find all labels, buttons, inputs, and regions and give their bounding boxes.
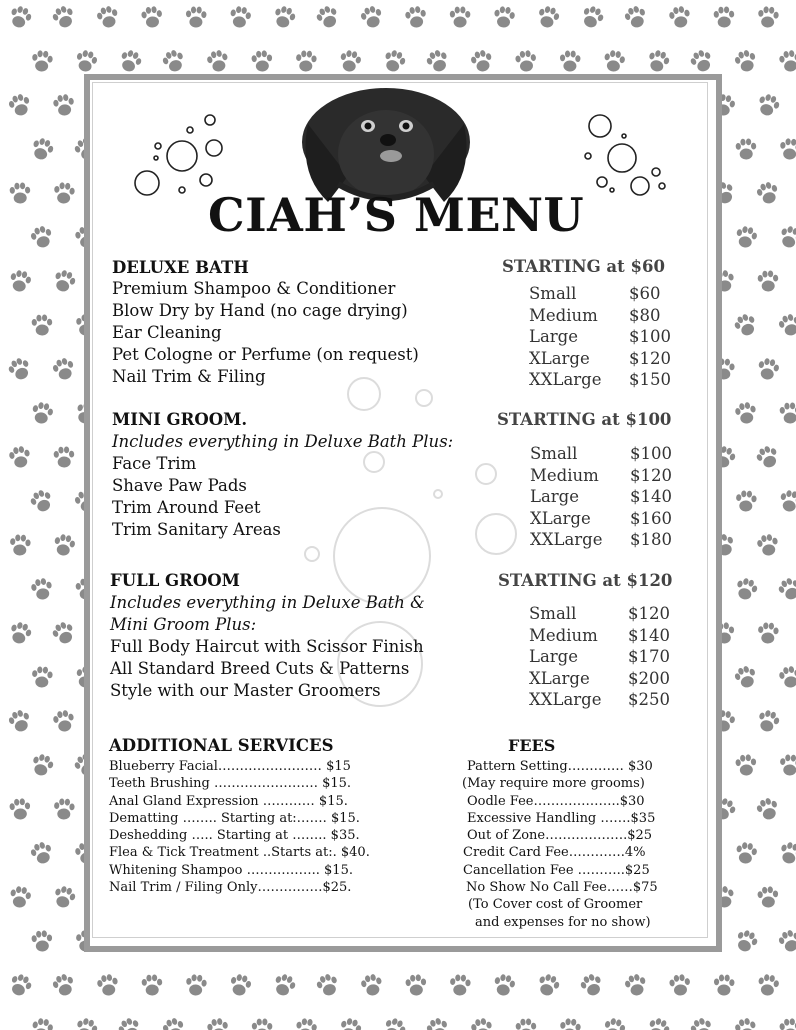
size-row: XLarge $200 (529, 668, 670, 688)
additional-services-list (109, 758, 370, 896)
paw-print-icon (381, 1016, 408, 1030)
list-item: Cancellation Fee ………..$25 (463, 862, 650, 878)
paw-print-icon (668, 5, 692, 29)
paw-print-icon (29, 224, 55, 250)
paw-print-icon (756, 357, 780, 381)
paw-print-icon (602, 1017, 627, 1030)
paw-print-icon (449, 974, 471, 996)
paw-print-icon (757, 270, 779, 292)
paw-print-icon (9, 885, 33, 909)
paw-print-icon (778, 49, 796, 73)
paw-print-icon (779, 138, 796, 161)
paw-print-icon (755, 796, 781, 822)
paw-print-icon (31, 666, 53, 688)
paw-print-icon (756, 708, 782, 734)
paw-print-icon (623, 4, 649, 30)
paw-print-icon (757, 973, 781, 997)
paw-print-icon (53, 446, 75, 468)
mini-groom-size-table (530, 443, 672, 551)
paw-print-icon (734, 576, 760, 602)
paw-print-icon (53, 798, 75, 820)
list-item: Premium Shampoo & Conditioner (112, 279, 396, 298)
list-item: Out of Zone……………….$25 (467, 828, 653, 844)
paw-print-icon (53, 182, 75, 205)
paw-print-icon (425, 1016, 451, 1030)
paw-print-icon (646, 48, 672, 74)
paw-print-icon (206, 1017, 230, 1030)
size-row: Large $170 (529, 647, 670, 666)
list-item: Anal Gland Expression ………… $15. (109, 793, 348, 809)
paw-print-icon (29, 840, 55, 866)
paw-print-icon (141, 5, 164, 28)
size-row: XLarge $160 (530, 508, 672, 528)
paw-print-icon (493, 5, 516, 28)
paw-print-icon (734, 401, 758, 425)
paw-print-icon (405, 974, 427, 997)
paw-print-icon (50, 3, 77, 30)
paw-print-icon (30, 577, 54, 601)
paw-print-icon (141, 974, 163, 996)
paw-print-icon (778, 489, 796, 513)
deluxe-bath-price-heading: STARTING at $60 (502, 257, 665, 276)
paw-print-icon (8, 445, 32, 469)
paw-print-icon (29, 136, 55, 162)
paw-print-icon (295, 1017, 318, 1030)
paw-print-icon (779, 1018, 796, 1030)
paw-print-icon (6, 355, 33, 383)
paw-print-icon (31, 930, 53, 953)
full-groom-intro: Includes everything in Deluxe Bath & Mini Groom Plus: (110, 593, 425, 634)
paw-print-icon (779, 402, 796, 424)
paw-print-icon (51, 356, 77, 382)
list-item: All Standard Breed Cuts & Patterns (110, 659, 410, 678)
paw-print-icon (757, 622, 779, 644)
paw-print-icon (251, 50, 273, 73)
full-groom-size-table (529, 603, 670, 711)
paw-print-icon (777, 224, 796, 250)
paw-print-icon (515, 1018, 537, 1030)
paw-print-icon (52, 93, 76, 117)
deluxe-bath-size-table (529, 283, 671, 391)
list-item: (To Cover cost of Groomer (468, 897, 643, 913)
paw-print-icon (359, 4, 385, 30)
list-item: Ear Cleaning (112, 323, 222, 342)
paw-print-icon (777, 312, 796, 338)
size-row: Medium $140 (529, 625, 670, 645)
list-item: Trim Around Feet (112, 498, 261, 517)
list-item: Face Trim (112, 454, 197, 473)
paw-print-icon (206, 49, 231, 74)
paw-print-icon (229, 5, 253, 29)
mini-groom-intro: Includes everything in Deluxe Bath Plus: (112, 432, 454, 451)
list-item: Nail Trim & Filing (112, 367, 266, 386)
list-item: Dematting …….. Starting at:……. $15. (109, 810, 360, 826)
paw-print-icon (95, 4, 120, 29)
list-item: Full Body Haircut with Scissor Finish (110, 637, 424, 656)
paw-print-icon (777, 928, 796, 954)
paw-print-icon (51, 972, 77, 998)
size-row: Large $140 (530, 487, 672, 506)
paw-print-icon (52, 884, 78, 910)
list-item: Blueberry Facial…………………… $15 (109, 759, 351, 774)
paw-print-icon (734, 225, 758, 249)
paw-print-icon (688, 47, 715, 75)
paw-print-icon (688, 1016, 715, 1030)
paw-print-icon (30, 401, 54, 425)
paw-print-icon (7, 708, 33, 734)
full-groom-heading: FULL GROOM (110, 571, 240, 590)
paw-print-icon (579, 4, 606, 31)
size-row: Medium $80 (529, 305, 661, 325)
paw-print-icon (603, 49, 627, 73)
paw-print-icon (735, 754, 757, 777)
list-item: Deshedding ….. Starting at …….. $35. (109, 828, 360, 844)
mini-groom-heading: MINI GROOM. (112, 410, 248, 429)
paw-print-icon (185, 974, 207, 997)
paw-print-icon (160, 48, 187, 75)
paw-print-icon (50, 619, 77, 647)
paw-print-icon (31, 50, 53, 73)
paw-print-icon (450, 6, 471, 27)
paw-print-icon (360, 973, 385, 998)
paw-print-icon (252, 1018, 273, 1030)
paw-print-icon (776, 575, 796, 603)
paw-print-icon (30, 752, 56, 778)
size-row: XXLarge $250 (529, 690, 670, 709)
additional-services-heading: ADDITIONAL SERVICES (109, 736, 334, 755)
paw-print-icon (560, 50, 581, 71)
paw-print-icon (96, 973, 120, 997)
size-row: XXLarge $150 (529, 370, 671, 389)
paw-print-icon (228, 973, 253, 998)
paw-print-icon (559, 1018, 581, 1030)
list-item: No Show No Call Fee……$75 (466, 880, 658, 896)
paw-print-icon (8, 620, 34, 646)
list-item: Shave Paw Pads (112, 476, 247, 495)
paw-print-icon (52, 709, 76, 733)
paw-print-icon (669, 973, 692, 996)
paw-print-icon (74, 49, 99, 74)
paw-print-icon (732, 311, 759, 339)
paw-print-icon (7, 92, 33, 118)
paw-print-icon (733, 928, 760, 955)
size-row: Small $100 (530, 444, 672, 463)
paw-print-icon (623, 972, 648, 997)
paw-print-icon (645, 1016, 672, 1030)
list-item: Oodle Fee………………..$30 (467, 793, 645, 809)
paw-print-icon (161, 1016, 187, 1030)
paw-print-icon (338, 1016, 363, 1030)
paw-print-icon (735, 138, 757, 160)
paw-print-icon (757, 6, 779, 29)
menu-title: CIAH’S MENU (208, 188, 585, 242)
paw-print-icon (778, 840, 796, 866)
fees-heading: FEES (508, 736, 556, 755)
paw-print-icon (52, 533, 76, 557)
paw-print-icon (271, 972, 298, 999)
list-item: Flea & Tick Treatment ..Starts at:. $40. (109, 845, 370, 861)
paw-print-icon (424, 47, 451, 74)
bubbles-right-icon (582, 112, 672, 200)
list-item: (May require more grooms) (462, 776, 645, 792)
paw-print-icon (755, 92, 781, 118)
paw-print-icon (31, 314, 53, 336)
paw-print-icon (469, 48, 494, 73)
deluxe-bath-items (112, 278, 419, 388)
full-groom-items (110, 636, 424, 702)
paw-print-icon (515, 49, 538, 72)
list-item: Blow Dry by Hand (no cage drying) (112, 301, 408, 320)
paw-print-icon (714, 974, 735, 995)
paw-print-icon (117, 48, 144, 75)
full-groom-price-heading: STARTING at $120 (498, 571, 673, 590)
paw-print-icon (779, 754, 796, 776)
paw-print-icon (314, 3, 341, 31)
paw-print-icon (735, 841, 759, 865)
size-row: Small $120 (529, 604, 670, 623)
paw-print-icon (734, 1017, 759, 1030)
paw-print-icon (314, 972, 341, 999)
size-row: Small $60 (529, 284, 661, 303)
size-row: XXLarge $180 (530, 530, 672, 549)
list-item: Nail Trim / Filing Only……………$25. (109, 880, 352, 896)
list-item: Style with our Master Groomers (110, 681, 381, 700)
paw-print-icon (735, 490, 757, 512)
paw-print-icon (733, 48, 759, 74)
paw-print-icon (8, 269, 32, 293)
deluxe-bath-heading: DELUXE BATH (112, 258, 249, 277)
list-item: Excessive Handling …….$35 (467, 810, 656, 826)
paw-print-icon (713, 6, 735, 28)
paw-print-icon (733, 664, 759, 690)
list-item: and expenses for no show) (475, 914, 651, 930)
paw-print-icon (7, 972, 34, 999)
list-item: Credit Card Fee………….4% (463, 845, 646, 861)
paw-print-icon (535, 972, 561, 998)
list-item: Teeth Brushing …………………… $15. (109, 776, 352, 792)
list-item: Trim Sanitary Areas (112, 520, 281, 539)
paw-print-icon (7, 4, 33, 30)
size-row: XLarge $120 (529, 348, 671, 368)
paw-print-icon (9, 534, 31, 556)
paw-print-icon (404, 5, 428, 29)
mini-groom-price-heading: STARTING at $100 (497, 410, 672, 429)
paw-print-icon (9, 798, 31, 821)
paw-print-icon (756, 533, 780, 557)
paw-print-icon (754, 443, 781, 471)
paw-print-icon (295, 50, 317, 72)
size-row: Large $100 (529, 327, 671, 346)
paw-print-icon (470, 1017, 494, 1030)
list-item: Whitening Shampoo …………….. $15. (109, 862, 353, 878)
size-row: Medium $120 (530, 465, 672, 485)
paw-print-icon (755, 180, 781, 206)
paw-print-icon (778, 665, 796, 689)
paw-print-icon (9, 182, 31, 204)
mini-groom-items (112, 453, 281, 541)
paw-print-icon (51, 268, 77, 294)
paw-print-icon (757, 886, 779, 909)
paw-print-icon (186, 6, 207, 27)
paw-print-icon (116, 1015, 143, 1030)
paw-print-icon (74, 1016, 100, 1030)
paw-print-icon (381, 48, 407, 74)
list-item: Pet Cologne or Perfume (on request) (112, 345, 419, 364)
paw-print-icon (536, 4, 561, 29)
paw-print-icon (578, 971, 605, 998)
paw-print-icon (31, 1017, 55, 1030)
paw-print-icon (492, 973, 516, 997)
fees-list (462, 758, 658, 931)
paw-print-icon (28, 487, 55, 515)
paw-print-icon (272, 4, 298, 30)
paw-print-icon (338, 49, 362, 73)
list-item: Pattern Setting…………. $30 (467, 759, 653, 774)
